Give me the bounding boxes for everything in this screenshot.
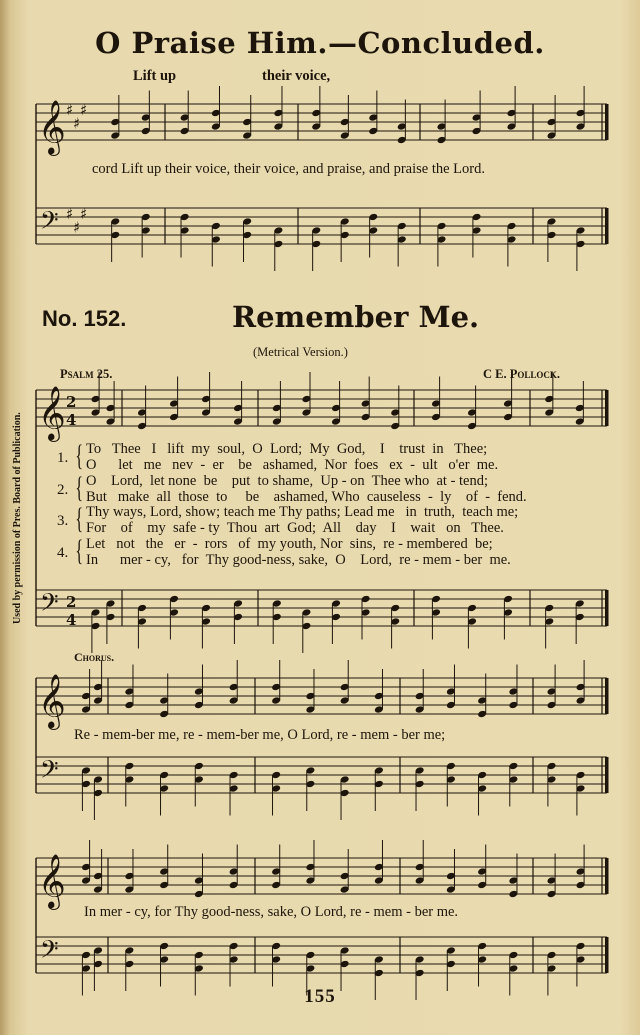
hymn-subtitle: (Metrical Version.) <box>253 345 348 359</box>
upper-top-lyric-2: their voice, <box>262 68 331 84</box>
verse-number: 1. <box>57 450 69 466</box>
chorus-lyric-2: In mer - cy, for Thy good-ness, sake, O Lord, re - mem - ber me. <box>84 904 459 920</box>
chorus-label: Chorus. <box>74 650 115 664</box>
final-barline <box>605 390 609 426</box>
verse-number: 4. <box>57 545 69 561</box>
bass-clef-icon: 𝄢 <box>40 935 59 970</box>
verse-brace: { <box>75 439 84 472</box>
treble-clef-icon: 𝄞 <box>38 854 66 909</box>
bass-clef-icon: 𝄢 <box>40 588 59 623</box>
verse-line: Thy ways, Lord, show; teach me Thy paths; Lead me in truth, teach me; <box>86 504 519 520</box>
page-number: 155 <box>304 986 336 1007</box>
verse-brace: { <box>75 502 84 535</box>
final-barline <box>605 678 609 714</box>
verse-line: For of my safe - ty Thou art God; All day I wait on Thee. <box>86 520 504 536</box>
upper-middle-lyric: cord Lift up their voice, their voice, and praise, and praise the Lord. <box>92 161 485 177</box>
hymn-composer: C E. Pollock. <box>483 367 561 381</box>
verse-line: In mer - cy, for Thy good-ness, sake, O Lord, re - mem - ber me. <box>86 552 511 568</box>
sharp-icon: ♯ <box>80 101 88 119</box>
final-barline <box>605 757 609 793</box>
final-barline <box>605 208 609 244</box>
sharp-icon: ♯ <box>73 114 81 133</box>
sharp-icon: ♯ <box>73 218 81 237</box>
hymn-source: Psalm 25. <box>60 367 113 381</box>
time-signature-top: 2 <box>66 393 77 411</box>
verse-line: But make all those to be ashamed, Who causeless - ly of - fend. <box>86 489 527 505</box>
final-barline <box>605 104 609 140</box>
bass-clef-icon: 𝄢 <box>40 755 59 790</box>
verse-line: O Lord, let none be put to shame, Up - on Thee who at - tend; <box>86 473 489 489</box>
final-barline <box>605 590 609 626</box>
hymn-number: No. 152. <box>42 306 127 331</box>
bass-clef-icon: 𝄢 <box>40 206 59 241</box>
final-barline <box>605 937 609 973</box>
chorus-lyric-1: Re - mem-ber me, re - mem-ber me, O Lord, re - mem - ber me; <box>74 727 446 743</box>
treble-clef-icon: 𝄞 <box>38 100 66 155</box>
time-signature-top: 2 <box>66 593 77 611</box>
time-signature-bottom: 4 <box>66 611 77 629</box>
verse-number: 2. <box>57 482 69 498</box>
verse-number: 3. <box>57 513 69 529</box>
time-signature-bottom: 4 <box>66 411 77 429</box>
upper-top-lyric-1: Lift up <box>133 68 177 84</box>
verse-line: O let me nev - er be ashamed, Nor foes ex - ult o'er me. <box>86 457 499 473</box>
page-title: O Praise Him.—Concluded. <box>95 26 545 60</box>
sharp-icon: ♯ <box>66 101 74 119</box>
sharp-icon: ♯ <box>66 205 74 223</box>
verse-line: To Thee I lift my soul, O Lord; My God, I trust in Thee; <box>86 441 488 457</box>
treble-clef-icon: 𝄞 <box>38 386 66 441</box>
verse-brace: { <box>75 471 84 504</box>
treble-clef-icon: 𝄞 <box>38 674 66 729</box>
final-barline <box>605 858 609 894</box>
verse-brace: { <box>75 534 84 567</box>
sharp-icon: ♯ <box>80 205 88 223</box>
hymn-title: Remember Me. <box>232 300 480 334</box>
permission-note: Used by permission of Pres. Board of Publication. <box>12 412 23 624</box>
verse-line: Let not the er - rors of my youth, Nor sins, re - membered be; <box>86 536 493 552</box>
